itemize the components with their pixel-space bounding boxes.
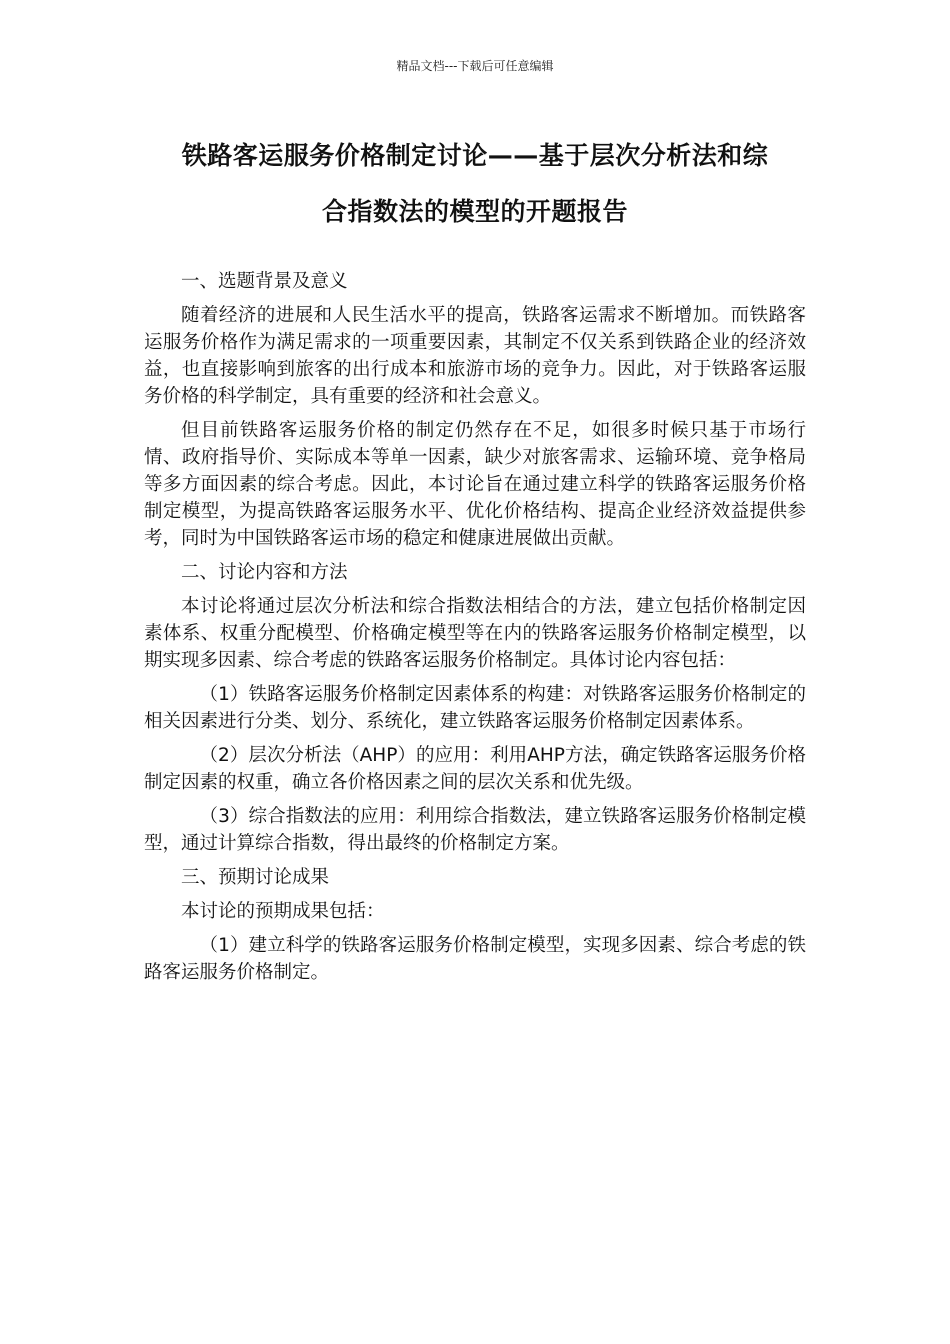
document-body <box>144 268 806 993</box>
document-title <box>130 128 820 240</box>
paragraph: 随着经济的进展和人民生活水平的提高，铁路客运需求不断增加。而铁路客运服务价格作为满足需求的一项重要因素，其制定不仅关系到铁路企业的经济效益，也直接影响到旅客的出行成本和旅游市场的竞争力。因此，对于铁路客运服务价格的科学制定，具有重要的经济和社会意义。 <box>144 305 806 407</box>
list-item: （1）铁路客运服务价格制定因素体系的构建：对铁路客运服务价格制定的相关因素进行分类、划分、系统化，建立铁路客运服务价格制定因素体系。 <box>144 684 806 732</box>
paragraph: 但目前铁路客运服务价格的制定仍然存在不足，如很多时候只基于市场行情、政府指导价、实际成本等单一因素，缺少对旅客需求、运输环境、竞争格局等多方面因素的综合考虑。因此，本讨论旨在通过建立科学的铁路客运服务价格制定模型，为提高铁路客运服务水平、优化价格结构、提高企业经济效益提供参考，同时为中国铁路客运市场的稳定和健康进展做出贡献。 <box>144 420 806 549</box>
list-item: （1）建立科学的铁路客运服务价格制定模型，实现多因素、综合考虑的铁路客运服务价格制定。 <box>144 935 806 983</box>
section-heading-methods: 二、讨论内容和方法 <box>181 562 348 583</box>
list-item: （3）综合指数法的应用：利用综合指数法，建立铁路客运服务价格制定模型，通过计算综合指数，得出最终的价格制定方案。 <box>144 806 806 854</box>
paragraph: 本讨论的预期成果包括： <box>181 901 385 922</box>
section-heading-background: 一、选题背景及意义 <box>181 271 348 292</box>
page-header: 精品文档---下载后可任意编辑 <box>396 59 554 73</box>
list-item: （2）层次分析法（AHP）的应用：利用AHP方法，确定铁路客运服务价格制定因素的权重，确立各价格因素之间的层次关系和优先级。 <box>144 745 806 793</box>
paragraph: 本讨论将通过层次分析法和综合指数法相结合的方法，建立包括价格制定因素体系、权重分配模型、价格确定模型等在内的铁路客运服务价格制定模型，以期实现多因素、综合考虑的铁路客运服务价格制定。具体讨论内容包括： <box>144 596 806 671</box>
title-line-2: 合指数法的模型的开题报告 <box>321 197 628 226</box>
section-heading-outcomes: 三、预期讨论成果 <box>181 867 330 888</box>
title-line-1: 铁路客运服务价格制定讨论——基于层次分析法和综 <box>181 141 769 170</box>
